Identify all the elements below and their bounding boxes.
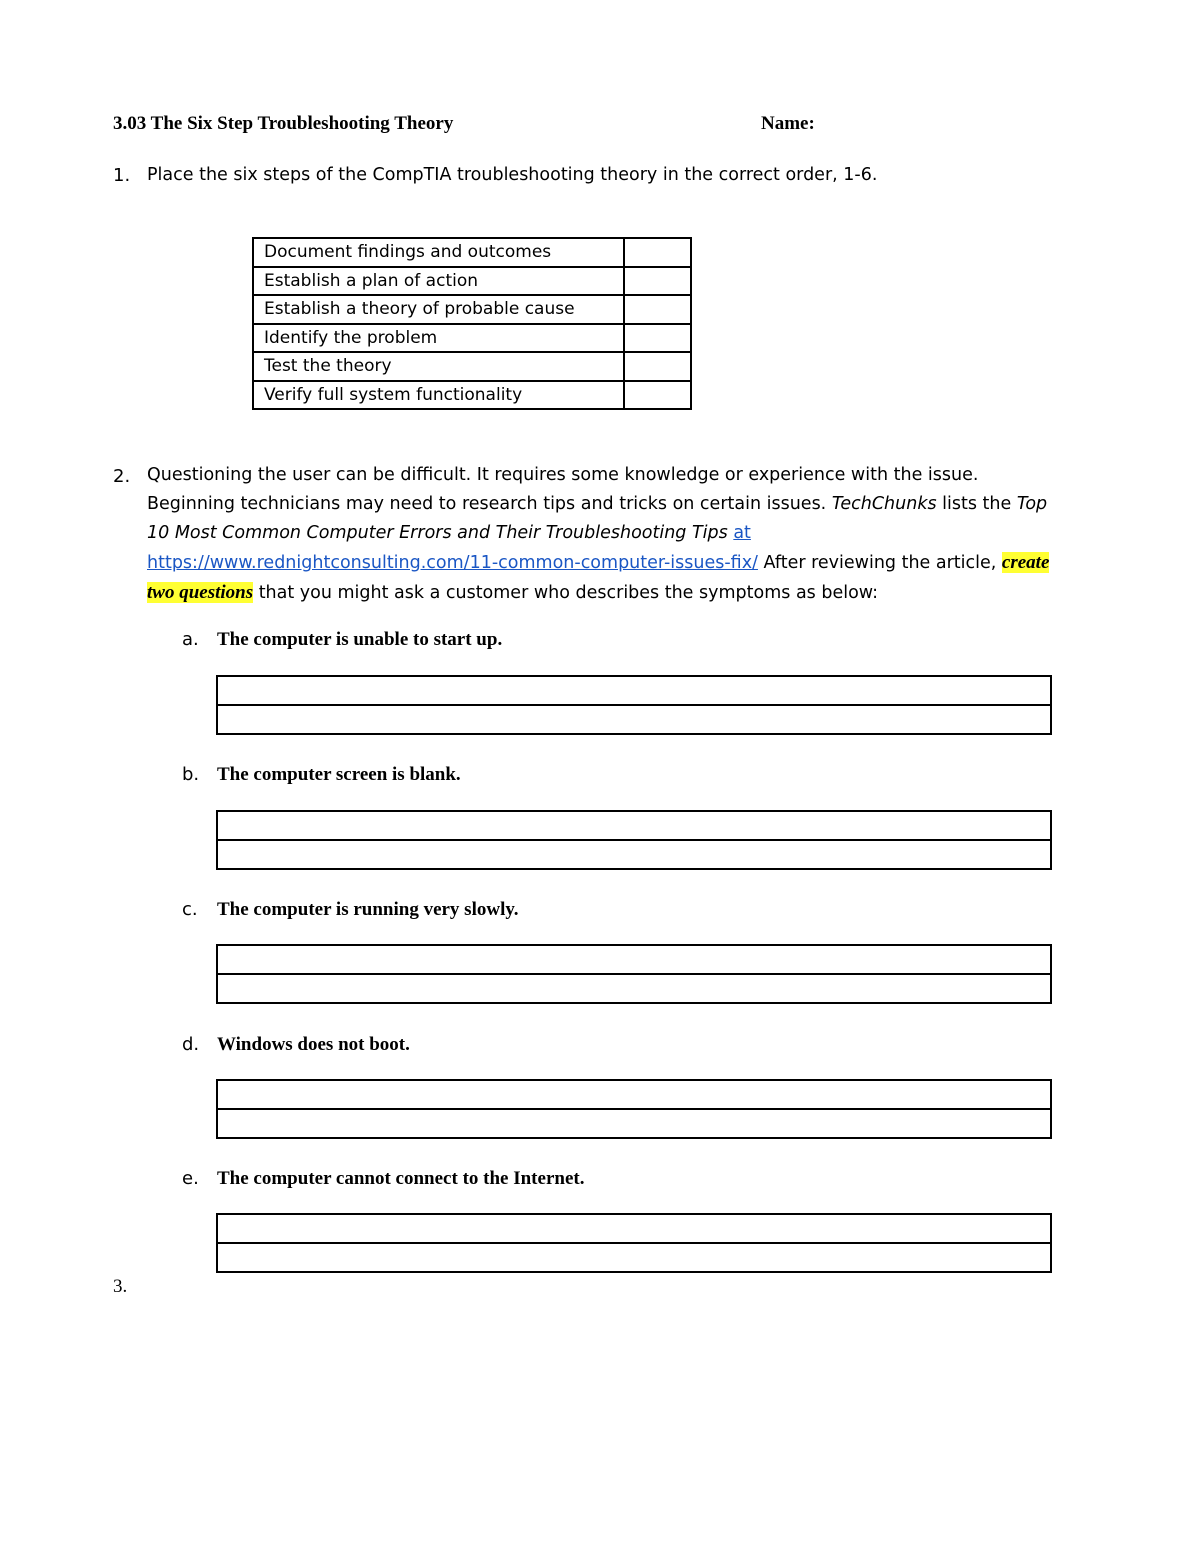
table-row [217,1080,1051,1109]
answer-table-c [216,944,1052,1004]
question-2-intro: Questioning the user can be difficult. It requires some knowledge or experience with the issue. Beginning technicians may need to research tips and tricks on certain issues. [147,465,979,514]
step-label: Identify the problem [253,324,624,353]
sub-question-letter: b. [182,764,200,785]
answer-field[interactable] [217,705,1051,734]
article-title: Top 10 Most Common Computer Errors and Their Troubleshooting Tips [147,494,1048,543]
table-row [217,1243,1051,1272]
step-label: Verify full system functionality [253,381,624,410]
sub-question-e [182,1167,584,1190]
sub-question-c [182,898,519,921]
sub-question-letter: a. [182,629,199,650]
answer-field[interactable] [217,676,1051,705]
table-row [217,705,1051,734]
order-input-cell[interactable] [624,324,691,353]
answer-table-e [216,1213,1052,1273]
answer-field[interactable] [217,840,1051,869]
table-row [253,324,691,353]
source-name: TechChunks [831,494,937,514]
sub-question-text: The computer screen is blank. [217,764,461,785]
question-1-text: Place the six steps of the CompTIA troubleshooting theory in the correct order, 1-6. [147,165,878,185]
table-row [217,945,1051,974]
table-row [253,352,691,381]
sub-question-d [182,1033,410,1056]
table-row [217,676,1051,705]
answer-table-d [216,1079,1052,1139]
after-text: After reviewing the article, [757,553,1002,573]
step-label: Document findings and outcomes [253,238,624,267]
order-input-cell[interactable] [624,381,691,410]
sub-question-letter: d. [182,1034,200,1055]
answer-field[interactable] [217,811,1051,840]
step-label: Establish a theory of probable cause [253,295,624,324]
question-2-number: 2. [113,466,131,487]
sub-question-text: The computer is running very slowly. [217,899,519,920]
answer-field[interactable] [217,945,1051,974]
sub-question-text: The computer is unable to start up. [217,629,503,650]
sub-question-b [182,763,461,786]
answer-table-b [216,810,1052,870]
step-label: Establish a plan of action [253,267,624,296]
table-row [253,295,691,324]
lists-the-text: lists the [936,494,1017,514]
question-2-text [147,461,1067,608]
table-row [217,1214,1051,1243]
answer-field[interactable] [217,1080,1051,1109]
question-1-number: 1. [113,165,131,186]
sub-question-letter: e. [182,1168,199,1189]
end-text: that you might ask a customer who describes the symptoms as below: [253,583,879,603]
answer-field[interactable] [217,1243,1051,1272]
order-input-cell[interactable] [624,295,691,324]
answer-field[interactable] [217,974,1051,1003]
name-label: Name: [761,113,815,134]
question-3-number: 3. [113,1276,128,1297]
table-row [253,267,691,296]
answer-table-a [216,675,1052,735]
worksheet-title: 3.03 The Six Step Troubleshooting Theory [113,113,454,134]
table-row [217,811,1051,840]
sub-question-a [182,628,502,651]
table-row [217,840,1051,869]
answer-field[interactable] [217,1214,1051,1243]
order-input-cell[interactable] [624,238,691,267]
order-input-cell[interactable] [624,352,691,381]
article-link[interactable]: at https://www.rednightconsulting.com/11-common-computer-issues-fix/ [147,523,758,573]
table-row [253,238,691,267]
answer-field[interactable] [217,1109,1051,1138]
step-label: Test the theory [253,352,624,381]
steps-order-table [252,237,692,410]
order-input-cell[interactable] [624,267,691,296]
sub-question-text: Windows does not boot. [217,1034,410,1055]
highlighted-instruction: create two questions [147,552,1050,603]
worksheet-header [113,113,1013,135]
sub-question-text: The computer cannot connect to the Internet. [217,1168,585,1189]
table-row [253,381,691,410]
sub-question-letter: c. [182,899,198,920]
table-row [217,1109,1051,1138]
table-row [217,974,1051,1003]
